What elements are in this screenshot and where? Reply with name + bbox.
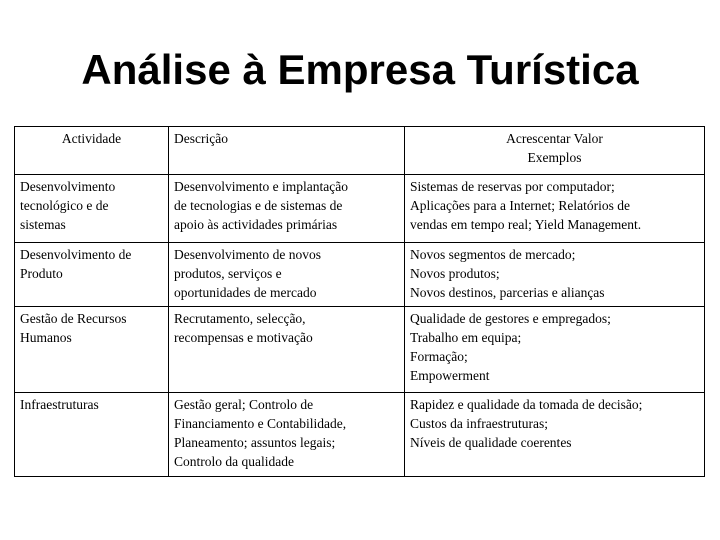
cell-descricao: Recrutamento, selecção, recompensas e motivação: [169, 307, 405, 393]
table-header-row: [15, 127, 705, 175]
table-row: [15, 175, 705, 243]
header-descricao: Descrição: [169, 127, 405, 175]
analysis-table: [14, 126, 705, 477]
cell-actividade: Gestão de Recursos Humanos: [15, 307, 169, 393]
cell-actividade: Desenvolvimento tecnológico e de sistemas: [15, 175, 169, 243]
cell-exemplos: Sistemas de reservas por computador; Aplicações para a Internet; Relatórios de vendas em tempo real; Yield Management.: [405, 175, 705, 243]
table-row: [15, 243, 705, 307]
cell-exemplos: Novos segmentos de mercado; Novos produtos; Novos destinos, parcerias e alianças: [405, 243, 705, 307]
cell-descricao: Desenvolvimento de novos produtos, serviços e oportunidades de mercado: [169, 243, 405, 307]
table-row: [15, 307, 705, 393]
cell-exemplos: Rapidez e qualidade da tomada de decisão; Custos da infraestruturas; Níveis de qualidade coerentes: [405, 393, 705, 477]
page-title: Análise à Empresa Turística: [81, 46, 639, 93]
cell-descricao: Desenvolvimento e implantação de tecnologias e de sistemas de apoio às actividades primárias: [169, 175, 405, 243]
header-actividade: Actividade: [15, 127, 169, 175]
table-row: [15, 393, 705, 477]
cell-exemplos: Qualidade de gestores e empregados; Trabalho em equipa; Formação; Empowerment: [405, 307, 705, 393]
cell-actividade: Desenvolvimento de Produto: [15, 243, 169, 307]
cell-actividade: Infraestruturas: [15, 393, 169, 477]
cell-descricao: Gestão geral; Controlo de Financiamento e Contabilidade, Planeamento; assuntos legais; Controlo da qualidade: [169, 393, 405, 477]
header-acrescentar-valor: Acrescentar Valor Exemplos: [405, 127, 705, 175]
